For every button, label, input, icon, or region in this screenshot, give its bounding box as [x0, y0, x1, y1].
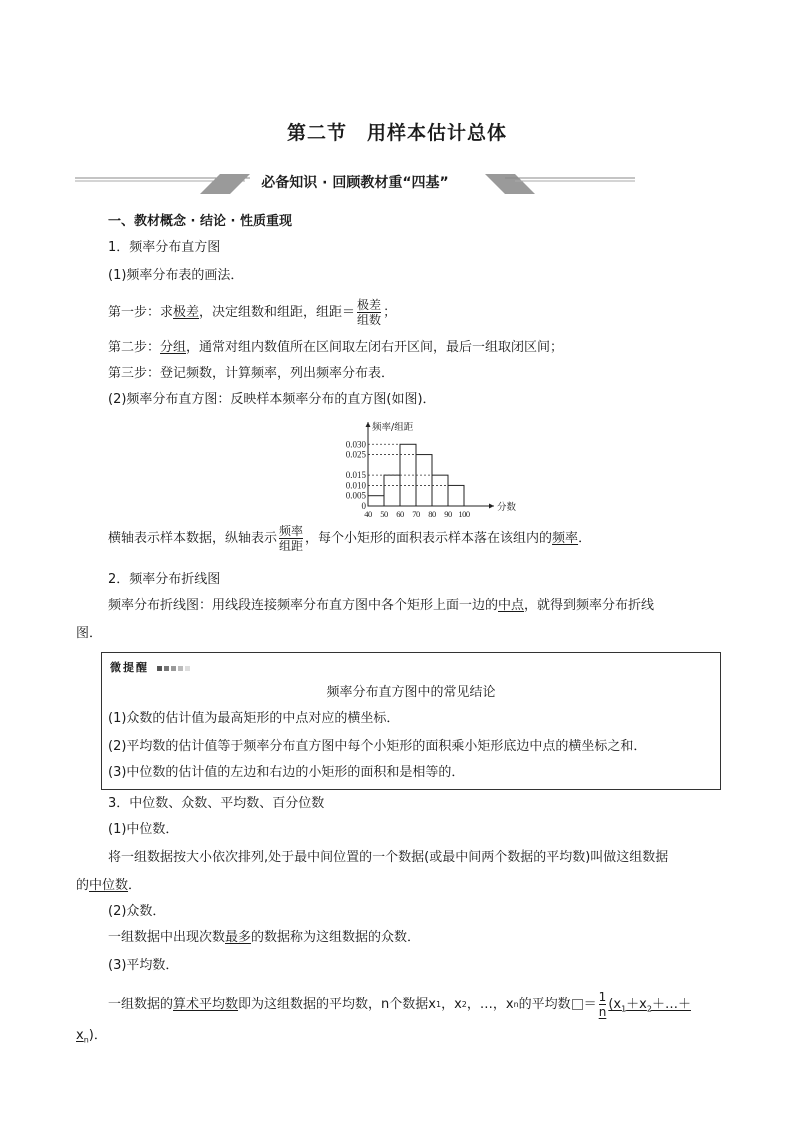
mean-prefix: 一组数据的	[108, 996, 174, 1012]
s3-heading: 3．中位数、众数、平均数、百分位数	[108, 796, 325, 811]
y-tick-label: 0.005	[345, 490, 366, 501]
median-line2	[76, 878, 141, 894]
axis-desc-middle: ，每个小矩形的面积表示样本落在该组内的	[305, 530, 553, 546]
mean-eq: ＝	[583, 996, 597, 1012]
mean-after: 的平均数	[518, 996, 571, 1012]
tip-item: (3)中位数的估计值的左边和右边的小矩形的面积和是相等的．	[108, 765, 465, 780]
step1-frac-num: 极差	[357, 298, 382, 312]
axis-desc-fraction	[279, 524, 303, 553]
mean-middle: 即为这组数据的平均数，n个数据x	[238, 996, 436, 1012]
step1-fraction	[357, 298, 381, 327]
section-heading: 一、教材概念 · 结论 · 性质重现	[108, 214, 292, 229]
s2-line1	[108, 598, 654, 614]
x-tick-label: 40	[364, 509, 372, 519]
histogram-bar	[416, 455, 432, 506]
median-term: 中位数	[89, 878, 129, 893]
tip-title: 频率分布直方图中的常见结论	[326, 685, 496, 700]
tip-square-icon	[185, 666, 190, 671]
mode-term: 最多	[225, 930, 252, 945]
tip-square-icon	[164, 666, 169, 671]
step2-prefix: 第二步：	[108, 340, 161, 355]
mean-formula	[608, 997, 691, 1013]
x-tick-label: 70	[412, 509, 420, 519]
mean-term: 算术平均数	[173, 996, 239, 1012]
mean-sub: n	[83, 1035, 89, 1045]
axis-desc-line	[108, 524, 591, 553]
mode-prefix: 一组数据中出现次数	[108, 930, 226, 945]
median-prefix: 的	[76, 878, 90, 893]
step2-term: 分组	[160, 340, 187, 355]
s2-line1-term: 中点	[498, 598, 525, 613]
median-line1: 将一组数据按大小依次排列,处于最中间位置的一个数据(或最中间两个数据的平均数)叫做这组数据	[108, 850, 669, 865]
tip-square-icon	[178, 666, 183, 671]
histogram-bar	[432, 475, 448, 506]
histogram-bar	[448, 485, 464, 506]
y-axis-label: 频率/组距	[372, 422, 414, 433]
step1-middle: ，决定组数和组距，组距＝	[199, 304, 356, 320]
x-tick-label: 90	[444, 509, 452, 519]
mean-sub: 2	[646, 1004, 652, 1014]
tip-item: (1)众数的估计值为最高矩形的中点对应的横坐标．	[108, 711, 400, 726]
step3-line: 第三步：登记频数，计算频率，列出频率分布表．	[108, 366, 395, 381]
x-tick-label: 80	[428, 509, 436, 519]
mean-line2-var: x	[76, 1028, 84, 1043]
axis-desc-term: 频率	[552, 530, 579, 546]
step1-term: 极差	[173, 304, 200, 320]
x-tick-label: 60	[396, 509, 404, 519]
step1-prefix: 第一步：求	[108, 304, 174, 320]
y-axis-arrow-icon	[366, 422, 371, 427]
step1-line	[108, 298, 396, 327]
s3-sub2: (2)众数．	[108, 904, 166, 919]
mean-line2	[76, 1028, 107, 1044]
x-axis-label: 分数	[497, 502, 517, 513]
mode-line	[108, 930, 420, 946]
mean-fraction	[599, 990, 607, 1019]
histogram-bar	[384, 475, 400, 506]
step2-suffix: ，通常对组内数值所在区间取左闭右开区间，最后一组取闭区间；	[186, 340, 564, 355]
page-title: 第二节 用样本估计总体	[286, 122, 507, 144]
s1-sub1: (1)频率分布表的画法．	[108, 268, 244, 283]
x-tick-label: 100	[458, 509, 470, 519]
axis-desc-suffix: ．	[578, 530, 592, 546]
s2-line2: 图．	[76, 626, 103, 641]
histogram-bar	[368, 496, 384, 506]
histogram-chart	[330, 418, 517, 520]
s1-sub2: (2)频率分布直方图：反映样本频率分布的直方图(如图)．	[108, 392, 436, 407]
s3-sub1: (1)中位数．	[108, 822, 179, 837]
y-tick-label: 0.030	[345, 439, 366, 450]
median-suffix: ．	[128, 878, 142, 893]
tip-box	[101, 652, 721, 790]
mean-formula-open: (x	[608, 996, 622, 1012]
tip-square-icon	[157, 666, 162, 671]
mean-line: 一组数据的 算术平均数 即为这组数据的平均数，n个数据x 1 ，x 2 ，…，x n 的平均数 ＝ $\frac{1}{n}$ ($x_1+x_2+\dots+$	[108, 990, 691, 1019]
s2-line1-prefix: 频率分布折线图：用线段连接频率分布直方图中各个矩形上面一边的	[108, 598, 499, 613]
mean-frac-den: n	[598, 1005, 607, 1019]
banner-title: 必备知识 · 回顾教材重“四基”	[261, 175, 449, 191]
s2-heading: 2．频率分布折线图	[108, 572, 221, 587]
x-tick-label: 50	[380, 509, 388, 519]
axis-frac-den: 组距	[279, 539, 304, 553]
mean-frac-num: 1	[598, 990, 607, 1004]
y-tick-label: 0.015	[345, 470, 366, 481]
mean-formula-tail: ＋…＋	[651, 996, 691, 1012]
mean-line2-tail: )．	[88, 1028, 107, 1043]
s2-line1-suffix: ，就得到频率分布折线	[524, 598, 655, 613]
x-axis-arrow-icon	[489, 504, 494, 509]
tip-label-row	[110, 659, 190, 675]
step2-line	[108, 340, 563, 356]
tip-label: 微提醒	[110, 661, 149, 674]
y-tick-label: 0.010	[345, 480, 366, 491]
tip-item: (2)平均数的估计值等于频率分布直方图中每个小矩形的面积乘小矩形底边中点的横坐标之和．	[108, 739, 647, 754]
y-tick-label: 0	[361, 501, 366, 511]
y-tick-label: 0.025	[345, 449, 366, 460]
step1-frac-den: 组数	[357, 313, 382, 327]
tip-square-icon	[171, 666, 176, 671]
axis-desc-prefix: 横轴表示样本数据，纵轴表示	[108, 530, 278, 546]
mean-sub: 1	[621, 1004, 627, 1014]
mean-line2-x	[76, 1028, 89, 1043]
s3-sub3: (3)平均数．	[108, 958, 179, 973]
mean-sep: ，…，x	[466, 996, 514, 1012]
mode-suffix: 的数据称为这组数据的众数．	[251, 930, 421, 945]
s1-heading: 1．频率分布直方图	[108, 240, 221, 255]
section-banner	[75, 170, 635, 196]
mean-sep: ，x	[441, 996, 462, 1012]
axis-frac-num: 频率	[279, 524, 304, 538]
step1-suffix: ；	[383, 304, 397, 320]
mean-formula-mid: ＋x	[626, 996, 647, 1012]
xbar-glyph-icon	[572, 999, 583, 1010]
